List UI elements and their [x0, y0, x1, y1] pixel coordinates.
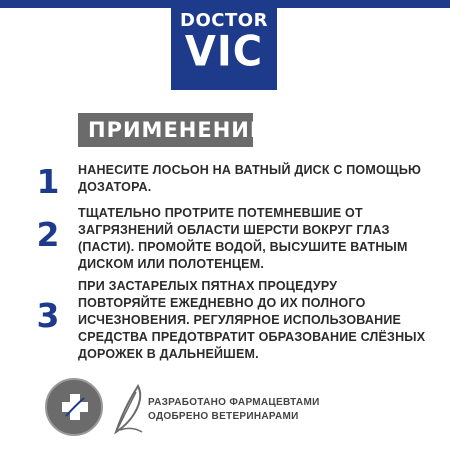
brand-logo: [171, 0, 277, 90]
step-text: НАНЕСИТЕ ЛОСЬОН НА ВАТНЫЙ ДИСК С ПОМОЩЬЮ ДОЗАТОРА.: [78, 163, 422, 194]
footer-line-1: РАЗРАБОТАНО ФАРМАЦЕВТАМИ: [148, 397, 320, 408]
step-text: ПРИ ЗАСТАРЕЛЫХ ПЯТНАХ ПРОЦЕДУРУ ПОВТОРЯЙТЕ ЕЖЕДНЕВНО ДО ИХ ПОЛНОГО ИСЧЕЗНОВЕНИЯ. РЕГУЛЯРНОЕ ИСПОЛЬЗОВАНИЕ СРЕДСТВА ПРЕДОТВРАТИТ ОБРАЗОВАНИЕ СЛЁЗНЫХ ДОРОЖЕК В ДАЛЬНЕЙШЕМ.: [78, 279, 426, 361]
brand-line-1: DOCTOR: [180, 10, 268, 31]
step-number: 3: [36, 296, 60, 335]
cross-icon: [60, 392, 90, 422]
section-title: ПРИМЕНЕНИЕ:: [78, 113, 253, 147]
brand-line-2: VIC: [184, 27, 264, 77]
step-number: 1: [36, 162, 60, 201]
feather-icon: [108, 378, 148, 436]
step-number: 2: [36, 215, 60, 254]
step-text: ТЩАТЕЛЬНО ПРОТРИТЕ ПОТЕМНЕВШИЕ ОТ ЗАГРЯЗНЕНИЙ ОБЛАСТИ ШЕРСТИ ВОКРУГ ГЛАЗ (ПАСТИ). ПРОМОЙТЕ ВОДОЙ, ВЫСУШИТЕ ВАТНЫМ ДИСКОМ ИЛИ ПОЛОТЕНЦЕМ.: [78, 206, 408, 271]
footer-line-2: ОДОБРЕНО ВЕТЕРИНАРАМИ: [148, 411, 299, 422]
footer-text: [148, 396, 320, 424]
